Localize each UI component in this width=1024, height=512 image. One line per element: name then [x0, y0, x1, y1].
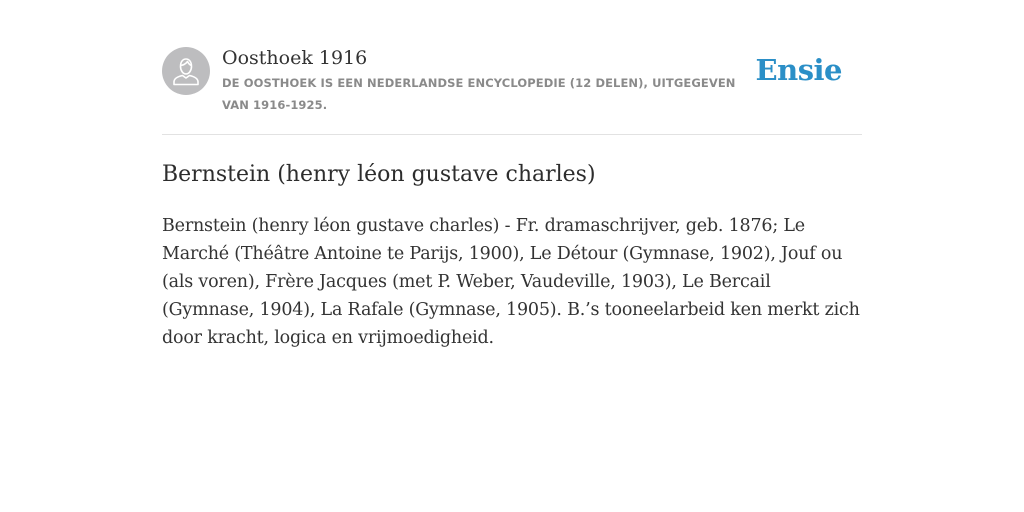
source-header: [162, 0, 862, 135]
article-title: Bernstein (henry léon gustave charles): [162, 162, 596, 187]
ensie-logo-link[interactable]: Ensie: [755, 53, 842, 87]
user-silhouette-icon: [162, 47, 210, 95]
article-body: Bernstein (henry léon gustave charles) - Fr. dramaschrijver, geb. 1876; Le Marché (Théâtre Antoine te Parijs, 1900), Le Détour (Gymnase, 1902), Jouf ou (als voren), Frère Jacques (met P. Weber, Vaudeville, 1903), Le Bercail (Gymnase, 1904), La Rafale (Gymnase, 1905). B.’s tooneelarbeid ken merkt zich door kracht, logica en vrijmoedigheid.: [162, 216, 860, 348]
source-avatar[interactable]: [162, 47, 210, 95]
source-title[interactable]: Oosthoek 1916: [222, 47, 368, 69]
source-description: DE OOSTHOEK IS EEN NEDERLANDSE ENCYCLOPEDIE (12 DELEN), UITGEGEVEN VAN 1916-1925.: [222, 76, 736, 112]
content-container: [162, 0, 862, 348]
